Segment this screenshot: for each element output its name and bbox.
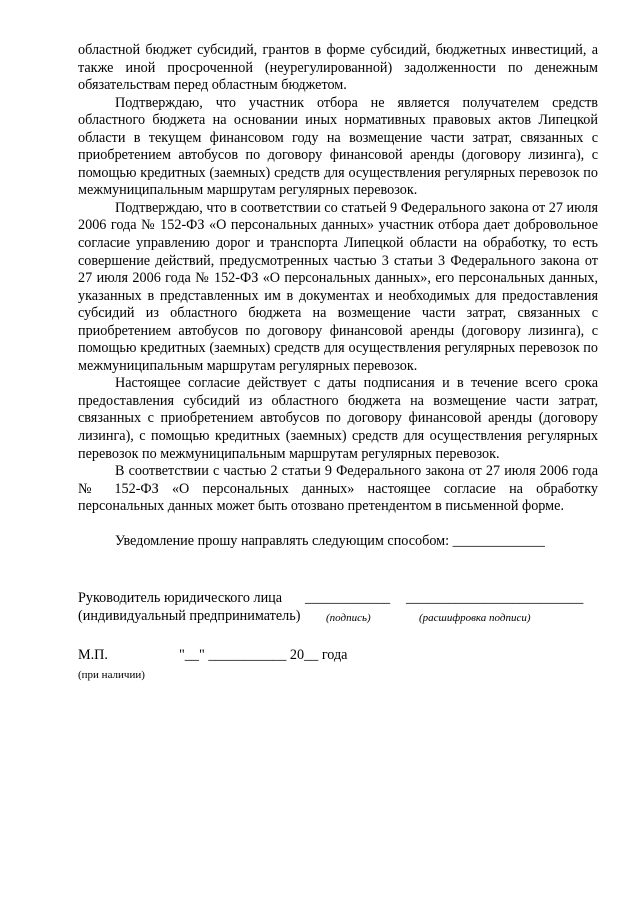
stamp-block	[78, 647, 598, 682]
decode-line: _________________________	[406, 590, 584, 607]
document-page	[78, 42, 598, 683]
paragraph-continuation: областной бюджет субсидий, грантов в форме субсидий, бюджетных инвестиций, а также иной просроченной (неурегулированной) задолженности по денежным обязательствам перед областным бюджетом.	[78, 42, 598, 94]
paragraph-consent-revocation: В соответствии с частью 2 статьи 9 Федерального закона от 27 июля 2006 года № 152-ФЗ «О персональных данных» настоящее согласие на обработку персональных данных может быть отозвано претендентом в письменной форме.	[78, 463, 598, 515]
notification-method-line: Уведомление прошу направлять следующим способом: _____________	[115, 532, 545, 549]
stamp-note-row	[78, 665, 598, 683]
mp-label: М.П.	[78, 647, 108, 664]
signature-block	[78, 590, 598, 625]
head-label: Руководитель юридического лица	[78, 590, 283, 607]
signature-caption-row	[78, 608, 598, 626]
paragraph-personal-data-consent: Подтверждаю, что в соответствии со статьей 9 Федерального закона от 27 июля 2006 года № 152-ФЗ «О персональных данных» участник отбора дает добровольное согласие управлению дорог и транспорта Липецкой области на обработку, то есть совершение действий, предусмотренных частью 3 статьи 3 Федерального закона от 27 июля 2006 года № 152-ФЗ «О персональных данных», его персональных данных, указанных в представленных им в документах и необходимых для предоставления субсидий из областного бюджета на возмещение части затрат, связанных с приобретением автобусов по договору финансовой аренды (договору лизинга), с помощью кредитных (заемных) средств для осуществления регулярных перевозок по межмуниципальным маршрутам регулярных перевозок.	[78, 199, 598, 374]
paragraph-no-funding-confirmation: Подтверждаю, что участник отбора не является получателем средств областного бюджета на основании иных нормативных правовых актов Липецкой области в текущем финансовом году на возмещение части затрат, связанных с приобретением автобусов по договору финансовой аренды (договору лизинга), с помощью кредитных (заемных) средств для осуществления регулярных перевозок по межмуниципальным маршрутам регулярных перевозок.	[78, 94, 598, 199]
signature-caption: (подпись)	[326, 611, 371, 624]
stamp-note: (при наличии)	[78, 668, 145, 681]
signature-line: ____________	[305, 590, 391, 607]
signature-row	[78, 590, 598, 608]
date-line: "__" ___________ 20__ года	[179, 647, 348, 664]
ip-label: (индивидуальный предприниматель)	[78, 607, 301, 624]
stamp-row	[78, 647, 598, 665]
decode-caption: (расшифровка подписи)	[419, 611, 531, 624]
paragraph-consent-validity: Настоящее согласие действует с даты подписания и в течение всего срока предоставления субсидий из областного бюджета на возмещение части затрат, связанных с приобретением автобусов по договору финансовой аренды (договору лизинга), с помощью кредитных (заемных) средств для осуществления регулярных перевозок по межмуниципальным маршрутам регулярных перевозок.	[78, 375, 598, 462]
